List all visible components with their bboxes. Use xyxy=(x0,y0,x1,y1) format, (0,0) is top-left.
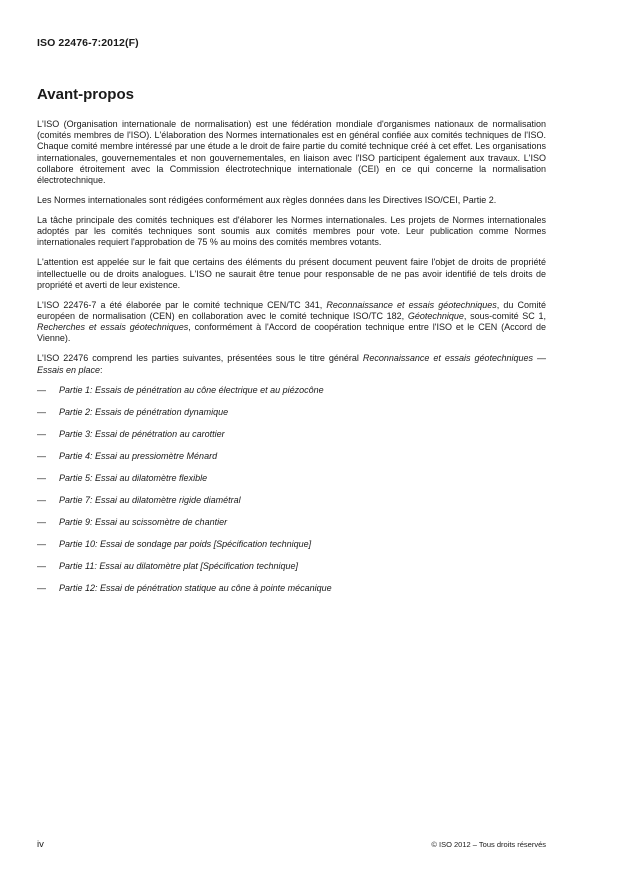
parts-list xyxy=(37,385,546,605)
text-run: : xyxy=(100,364,103,375)
list-item-text: Partie 1: Essais de pénétration au cône électrique et au piézocône xyxy=(59,384,324,395)
list-item xyxy=(37,583,546,605)
paragraph-preparation xyxy=(37,300,546,345)
dash-bullet: — xyxy=(37,494,46,505)
dash-bullet: — xyxy=(37,450,46,461)
text-run: , du Comité européen de normalisation (CEN) en collaboration avec le comité technique ISO/TC 182, xyxy=(37,299,546,322)
foreword-body xyxy=(37,119,546,605)
list-item-text: Partie 7: Essai au dilatomètre rigide diamétral xyxy=(59,494,241,505)
dash-bullet: — xyxy=(37,516,46,527)
paragraph-parts-intro xyxy=(37,353,546,375)
paragraph-patent-rights: L'attention est appelée sur le fait que certains des éléments du présent document peuvent faire l'objet de droits de propriété intellectuelle ou de droits analogues. L'ISO ne saurait être tenue pour responsable de ne pas avoir identifié de tels droits de propriété et averti de leur existence. xyxy=(37,257,546,290)
list-item-text: Partie 3: Essai de pénétration au carottier xyxy=(59,428,225,439)
list-item xyxy=(37,495,546,517)
page-number: iv xyxy=(37,839,44,850)
committee-title-italic: Géotechnique xyxy=(407,311,464,322)
copyright-notice: © ISO 2012 – Tous droits réservés xyxy=(431,840,546,849)
list-item xyxy=(37,517,546,539)
list-item xyxy=(37,451,546,473)
dash-bullet: — xyxy=(37,582,46,593)
general-title-italic: Reconnaissance et essais géotechniques — Essais en place xyxy=(37,353,546,375)
list-item xyxy=(37,561,546,583)
paragraph-iso-intro: L'ISO (Organisation internationale de normalisation) est une fédération mondiale d'organismes nationaux de normalisation (comités membres de l'ISO). L'élaboration des Normes internationales est en général confiée aux comités techniques de l'ISO. Chaque comité membre intéressé par une étude a le droit de faire partie du comité technique créé à cet effet. Les organisations internationales, gouvernementales et non gouvernementales, en liaison avec l'ISO participent également aux travaux. L'ISO collabore étroitement avec la Commission électrotechnique internationale (CEI) en ce qui concerne la normalisation électrotechnique. xyxy=(37,119,546,186)
list-item-text: Partie 12: Essai de pénétration statique au cône à pointe mécanique xyxy=(59,582,332,593)
list-item-text: Partie 11: Essai au dilatomètre plat [Spécification technique] xyxy=(59,560,298,571)
list-item xyxy=(37,539,546,561)
list-item xyxy=(37,429,546,451)
paragraph-committees: La tâche principale des comités techniques est d'élaborer les Normes internationales. Les projets de Normes internationales adoptés par les comités techniques sont soumis aux comités membres pour vote. Leur publication comme Normes internationales requiert l'approbation de 75 % au moins des comités membres votants. xyxy=(37,215,546,248)
list-item-text: Partie 2: Essais de pénétration dynamique xyxy=(59,406,229,417)
dash-bullet: — xyxy=(37,472,46,483)
list-item-text: Partie 10: Essai de sondage par poids [Spécification technique] xyxy=(59,538,312,549)
list-item-text: Partie 4: Essai au pressiomètre Ménard xyxy=(59,450,218,461)
list-item xyxy=(37,473,546,495)
list-item xyxy=(37,407,546,429)
dash-bullet: — xyxy=(37,384,46,395)
paragraph-directives: Les Normes internationales sont rédigées conformément aux règles données dans les Directives ISO/CEI, Partie 2. xyxy=(37,195,497,206)
dash-bullet: — xyxy=(37,428,46,439)
document-id: ISO 22476-7:2012(F) xyxy=(37,37,139,49)
list-item xyxy=(37,385,546,407)
text-run: , sous-comité SC 1, xyxy=(463,311,546,322)
text-run: L'ISO 22476-7 a été élaborée par le comité technique CEN/TC 341, xyxy=(37,299,327,310)
committee-title-italic: Reconnaissance et essais géotechniques xyxy=(326,299,497,310)
dash-bullet: — xyxy=(37,560,46,571)
section-title: Avant-propos xyxy=(37,86,134,103)
list-item-text: Partie 5: Essai au dilatomètre flexible xyxy=(59,472,208,483)
subcommittee-title-italic: Recherches et essais géotechniques xyxy=(37,322,189,333)
text-run: , conformément à l'Accord de coopération technique entre l'ISO et le CEN (Accord de Vienne). xyxy=(37,322,547,344)
list-item-text: Partie 9: Essai au scissomètre de chantier xyxy=(59,516,228,527)
text-run: L'ISO 22476 comprend les parties suivantes, présentées sous le titre général xyxy=(37,353,363,364)
dash-bullet: — xyxy=(37,406,46,417)
dash-bullet: — xyxy=(37,538,46,549)
